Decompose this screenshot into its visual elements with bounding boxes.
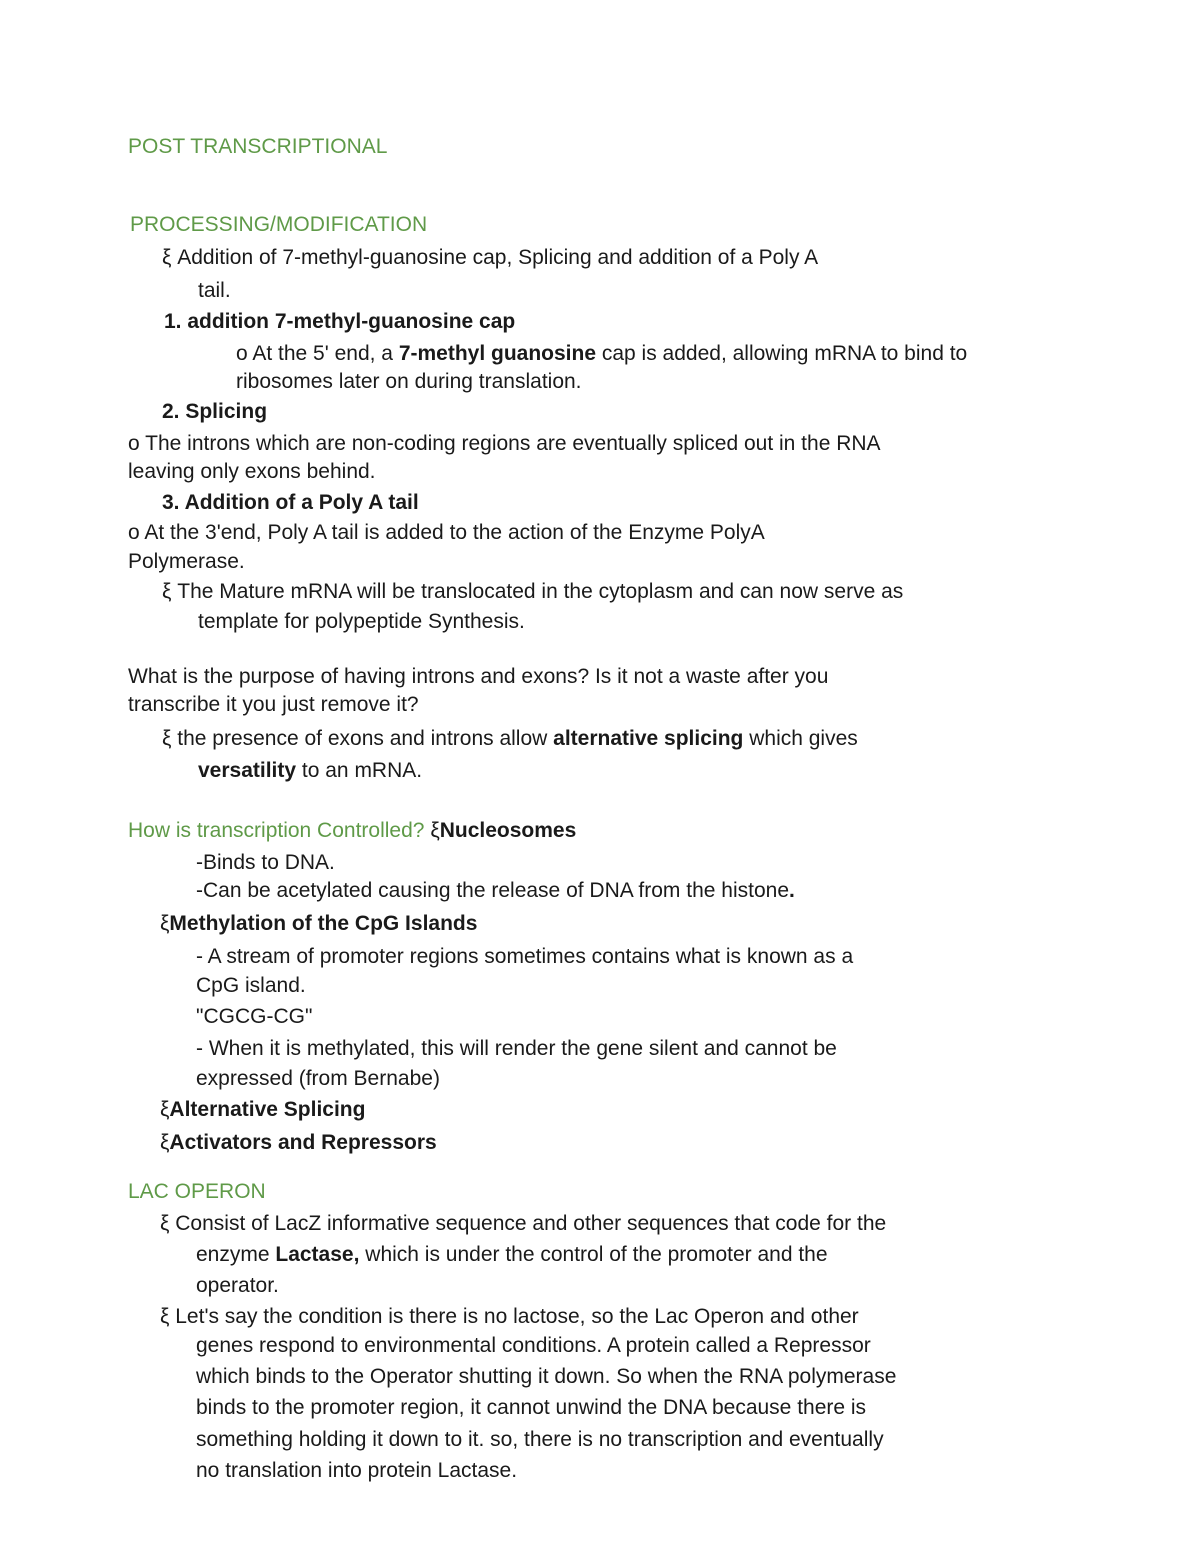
purpose-question-line2: transcribe it you just remove it? [128,693,419,716]
methylation-line2: CpG island. [196,974,306,997]
lac-p1-line1: Consist of LacZ informative sequence and other sequences that code for the [175,1212,887,1235]
alt-splicing-item [160,1099,365,1120]
lac-p1-line2-pre: enzyme [196,1243,276,1266]
purpose-answer-line2-bold: versatility [198,759,297,782]
methylation-title: Methylation of the CpG Islands [169,912,478,935]
nucleosomes-line2-pre: -Can be acetylated causing the release of DNA from the histone [196,879,790,902]
lac-p2-line3: which binds to the Operator shutting it down. So when the RNA polymerase [196,1365,897,1388]
page-heading: POST TRANSCRIPTIONAL [128,135,388,158]
bullet-icon: ξ [430,819,440,842]
purpose-answer-post: which gives [743,727,858,750]
processing-summary [162,247,818,268]
purpose-answer-line2 [198,760,422,781]
nucleosomes-line2-bold: . [789,879,795,902]
lac-p2-line4: binds to the promoter region, it cannot unwind the DNA because there is [196,1396,867,1419]
purpose-answer-bold: alternative splicing [553,727,744,750]
step1-line1 [236,343,967,364]
bullet-icon: ξ [160,1131,170,1154]
nucleosomes-line1: -Binds to DNA. [196,851,335,874]
bullet-icon: ξ [160,912,170,935]
bullet-icon: ξ [160,1212,170,1235]
processing-summary-line1: Addition of 7-methyl-guanosine cap, Splicing and addition of a Poly A [177,246,819,269]
methylation-line4: - When it is methylated, this will render the gene silent and cannot be [196,1037,837,1060]
purpose-answer-pre: the presence of exons and introns allow [177,727,554,750]
step3-title: 3. Addition of a Poly A tail [162,491,419,514]
processing-section-title: PROCESSING/MODIFICATION [130,213,428,236]
lac-p1-line2-post: which is under the control of the promoter and the [359,1243,828,1266]
lac-p2-line1: Let's say the condition is there is no lactose, so the Lac Operon and other [175,1305,859,1328]
bullet-icon: ξ [162,727,172,750]
methylation-line5: expressed (from Bernabe) [196,1067,440,1090]
lac-p2-line5: something holding it down to it. so, there is no transcription and eventually [196,1428,884,1451]
lac-p1-line2 [196,1244,828,1265]
bullet-icon: ξ [160,1098,170,1121]
step2-line1: o The introns which are non-coding regions are eventually spliced out in the RNA [128,432,881,455]
lac-p2-line6: no translation into protein Lactase. [196,1459,518,1482]
alt-splicing-title: Alternative Splicing [169,1098,366,1121]
control-heading [128,820,576,841]
lac-operon-title: LAC OPERON [128,1180,266,1203]
step1-line1-post: cap is added, allowing mRNA to bind to [596,342,968,365]
nucleosomes-title: Nucleosomes [439,819,577,842]
lac-p1-line2-bold: Lactase, [275,1243,360,1266]
processing-summary-line2: tail. [198,279,231,302]
activators-item [160,1132,437,1153]
step1-line1-pre: o At the 5' end, a [236,342,399,365]
step1-title: 1. addition 7-methyl-guanosine cap [164,310,516,333]
activators-title: Activators and Repressors [169,1131,437,1154]
nucleosomes-line2 [196,880,795,901]
lac-p1 [160,1213,886,1234]
step1-line1-bold: 7-methyl guanosine [398,342,597,365]
mature-line2: template for polypeptide Synthesis. [198,610,525,633]
mature-mrna-item [162,581,903,602]
lac-p2 [160,1306,859,1327]
step2-title: 2. Splicing [162,400,268,423]
lac-p2-line2: genes respond to environmental conditions. A protein called a Repressor [196,1334,871,1357]
mature-line1: The Mature mRNA will be translocated in the cytoplasm and can now serve as [177,580,904,603]
methylation-line1: - A stream of promoter regions sometimes contains what is known as a [196,945,854,968]
step3-line1: o At the 3'end, Poly A tail is added to the action of the Enzyme PolyA [128,521,765,544]
step1-line2: ribosomes later on during translation. [236,370,582,393]
methylation-line3: "CGCG-CG" [196,1005,313,1028]
step2-line2: leaving only exons behind. [128,460,376,483]
methylation-item [160,913,477,934]
purpose-answer-line2-post: to an mRNA. [296,759,423,782]
bullet-icon: ξ [162,246,172,269]
lac-p1-line3: operator. [196,1274,279,1297]
purpose-answer [162,728,858,749]
bullet-icon: ξ [160,1305,170,1328]
control-question: How is transcription Controlled? [128,819,425,842]
bullet-icon: ξ [162,580,172,603]
purpose-question-line1: What is the purpose of having introns and exons? Is it not a waste after you [128,665,829,688]
step3-line2: Polymerase. [128,550,245,573]
